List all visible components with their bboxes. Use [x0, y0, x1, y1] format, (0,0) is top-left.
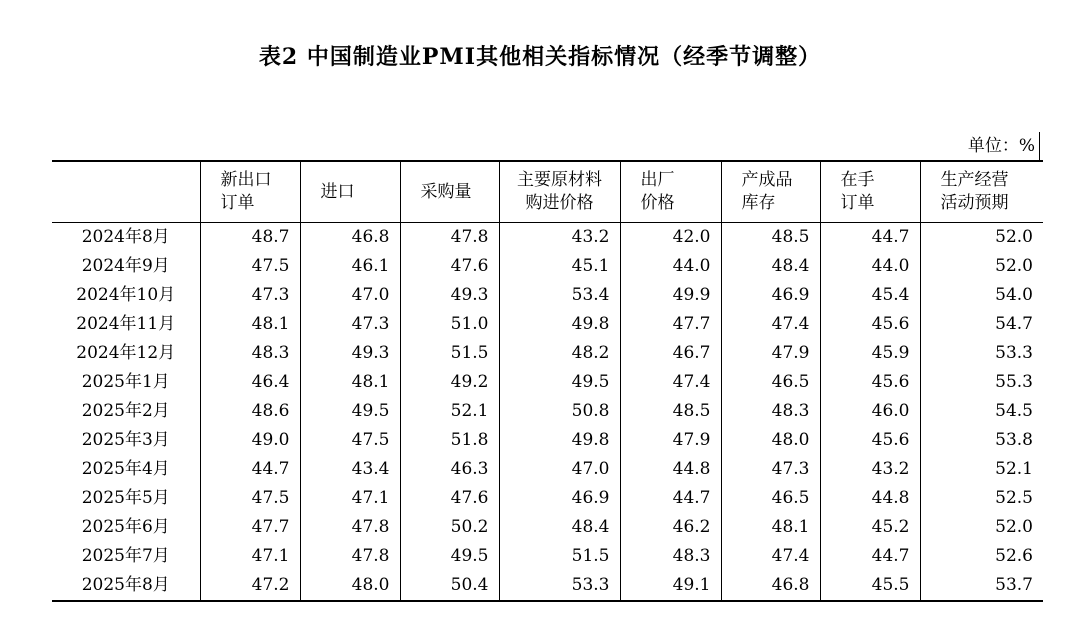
month-cell: 2024年11月	[76, 314, 176, 334]
value-cell: 44.8	[820, 484, 920, 513]
value-cell: 48.3	[200, 339, 300, 368]
value-cell: 44.7	[820, 542, 920, 571]
header-line: 购进价格	[525, 193, 594, 213]
value-cell: 45.9	[820, 339, 920, 368]
header-line: 产成品	[741, 170, 793, 190]
value-cell: 48.0	[300, 571, 400, 601]
value-cell: 53.7	[920, 571, 1043, 601]
header-business-expectations	[920, 161, 1043, 223]
value-cell: 47.4	[620, 368, 721, 397]
month-cell: 2024年8月	[81, 227, 170, 247]
value-cell: 47.9	[620, 426, 721, 455]
value-cell: 49.8	[499, 310, 620, 339]
table-row	[52, 571, 1043, 601]
value-cell: 52.1	[920, 455, 1043, 484]
table-row	[52, 426, 1043, 455]
value-cell: 48.1	[200, 310, 300, 339]
table-title: 表2 中国制造业PMI其他相关指标情况（经季节调整）	[258, 44, 822, 70]
month-cell: 2025年7月	[81, 546, 170, 566]
value-cell: 48.1	[300, 368, 400, 397]
table-row	[52, 513, 1043, 542]
value-cell: 46.9	[721, 281, 820, 310]
month-cell: 2025年4月	[81, 459, 170, 479]
value-cell: 49.5	[400, 542, 499, 571]
value-cell: 44.7	[820, 223, 920, 253]
value-cell: 48.5	[721, 223, 820, 253]
header-line: 活动预期	[940, 193, 1009, 213]
table-row	[52, 455, 1043, 484]
value-cell: 46.5	[721, 368, 820, 397]
header-purchase-quantity	[400, 161, 499, 223]
value-cell: 47.6	[400, 484, 499, 513]
value-cell: 51.5	[400, 339, 499, 368]
value-cell: 47.5	[300, 426, 400, 455]
header-finished-goods-inventory	[721, 161, 820, 223]
value-cell: 48.5	[620, 397, 721, 426]
month-cell: 2024年10月	[76, 285, 176, 305]
value-cell: 44.0	[620, 252, 721, 281]
value-cell: 42.0	[620, 223, 721, 253]
header-line: 生产经营	[940, 170, 1009, 190]
header-backlog-orders	[820, 161, 920, 223]
pmi-indicators-table	[52, 160, 1043, 602]
value-cell: 45.6	[820, 426, 920, 455]
value-cell: 44.7	[200, 455, 300, 484]
value-cell: 44.8	[620, 455, 721, 484]
header-line: 订单	[220, 193, 255, 213]
value-cell: 49.9	[620, 281, 721, 310]
value-cell: 43.2	[820, 455, 920, 484]
value-cell: 47.5	[200, 252, 300, 281]
value-cell: 46.8	[300, 223, 400, 253]
value-cell: 47.6	[400, 252, 499, 281]
value-cell: 46.2	[620, 513, 721, 542]
value-cell: 49.0	[200, 426, 300, 455]
value-cell: 49.2	[400, 368, 499, 397]
month-cell: 2025年2月	[81, 401, 170, 421]
value-cell: 46.5	[721, 484, 820, 513]
value-cell: 55.3	[920, 368, 1043, 397]
table-row	[52, 368, 1043, 397]
value-cell: 54.7	[920, 310, 1043, 339]
header-line: 进口	[320, 181, 355, 202]
header-imports	[300, 161, 400, 223]
value-cell: 45.5	[820, 571, 920, 601]
value-cell: 45.1	[499, 252, 620, 281]
value-cell: 47.8	[300, 542, 400, 571]
header-new-export-orders	[200, 161, 300, 223]
value-cell: 48.3	[721, 397, 820, 426]
header-line: 新出口	[220, 170, 272, 190]
value-cell: 47.0	[499, 455, 620, 484]
header-line: 主要原材料	[517, 170, 602, 190]
month-cell: 2024年9月	[81, 256, 170, 276]
value-cell: 51.0	[400, 310, 499, 339]
header-line: 出厂	[640, 170, 675, 190]
value-cell: 47.4	[721, 542, 820, 571]
header-output-prices	[620, 161, 721, 223]
header-line: 在手	[840, 170, 875, 190]
value-cell: 48.4	[499, 513, 620, 542]
value-cell: 46.9	[499, 484, 620, 513]
value-cell: 52.0	[920, 252, 1043, 281]
table-row	[52, 281, 1043, 310]
table-row	[52, 484, 1043, 513]
value-cell: 44.0	[820, 252, 920, 281]
value-cell: 50.2	[400, 513, 499, 542]
value-cell: 44.7	[620, 484, 721, 513]
value-cell: 46.1	[300, 252, 400, 281]
value-cell: 49.8	[499, 426, 620, 455]
value-cell: 47.3	[200, 281, 300, 310]
value-cell: 53.4	[499, 281, 620, 310]
table-row	[52, 397, 1043, 426]
table-body	[52, 223, 1043, 602]
value-cell: 52.0	[920, 513, 1043, 542]
value-cell: 43.2	[499, 223, 620, 253]
value-cell: 47.8	[300, 513, 400, 542]
value-cell: 45.2	[820, 513, 920, 542]
value-cell: 48.1	[721, 513, 820, 542]
value-cell: 48.0	[721, 426, 820, 455]
month-cell: 2025年5月	[81, 488, 170, 508]
header-line: 库存	[741, 193, 776, 213]
value-cell: 46.8	[721, 571, 820, 601]
table-row	[52, 339, 1043, 368]
value-cell: 46.0	[820, 397, 920, 426]
value-cell: 47.5	[200, 484, 300, 513]
value-cell: 47.1	[200, 542, 300, 571]
value-cell: 48.6	[200, 397, 300, 426]
value-cell: 45.6	[820, 310, 920, 339]
value-cell: 45.4	[820, 281, 920, 310]
header-line: 价格	[640, 193, 675, 213]
value-cell: 46.7	[620, 339, 721, 368]
value-cell: 53.8	[920, 426, 1043, 455]
header-line: 采购量	[420, 181, 472, 202]
value-cell: 50.4	[400, 571, 499, 601]
month-cell: 2024年12月	[76, 343, 176, 363]
month-cell: 2025年1月	[81, 372, 170, 392]
header-month-blank	[52, 161, 200, 223]
value-cell: 48.3	[620, 542, 721, 571]
value-cell: 49.5	[300, 397, 400, 426]
value-cell: 46.4	[200, 368, 300, 397]
value-cell: 49.1	[620, 571, 721, 601]
header-line: 订单	[840, 193, 875, 213]
unit-label: 单位：%	[968, 132, 1040, 160]
value-cell: 46.3	[400, 455, 499, 484]
value-cell: 50.8	[499, 397, 620, 426]
value-cell: 51.8	[400, 426, 499, 455]
value-cell: 52.0	[920, 223, 1043, 253]
value-cell: 47.7	[620, 310, 721, 339]
value-cell: 54.5	[920, 397, 1043, 426]
table-header-row	[52, 161, 1043, 223]
value-cell: 47.3	[300, 310, 400, 339]
value-cell: 53.3	[499, 571, 620, 601]
table-row	[52, 310, 1043, 339]
month-cell: 2025年8月	[81, 575, 170, 595]
value-cell: 47.1	[300, 484, 400, 513]
value-cell: 52.6	[920, 542, 1043, 571]
value-cell: 48.2	[499, 339, 620, 368]
value-cell: 49.3	[300, 339, 400, 368]
value-cell: 47.8	[400, 223, 499, 253]
value-cell: 47.0	[300, 281, 400, 310]
table-row	[52, 252, 1043, 281]
header-raw-material-prices	[499, 161, 620, 223]
month-cell: 2025年6月	[81, 517, 170, 537]
value-cell: 47.7	[200, 513, 300, 542]
value-cell: 45.6	[820, 368, 920, 397]
value-cell: 52.1	[400, 397, 499, 426]
value-cell: 48.4	[721, 252, 820, 281]
value-cell: 51.5	[499, 542, 620, 571]
value-cell: 47.3	[721, 455, 820, 484]
value-cell: 49.5	[499, 368, 620, 397]
value-cell: 47.9	[721, 339, 820, 368]
value-cell: 52.5	[920, 484, 1043, 513]
table-row	[52, 223, 1043, 253]
value-cell: 49.3	[400, 281, 499, 310]
value-cell: 53.3	[920, 339, 1043, 368]
value-cell: 43.4	[300, 455, 400, 484]
value-cell: 54.0	[920, 281, 1043, 310]
value-cell: 47.4	[721, 310, 820, 339]
table-row	[52, 542, 1043, 571]
value-cell: 47.2	[200, 571, 300, 601]
month-cell: 2025年3月	[81, 430, 170, 450]
value-cell: 48.7	[200, 223, 300, 253]
